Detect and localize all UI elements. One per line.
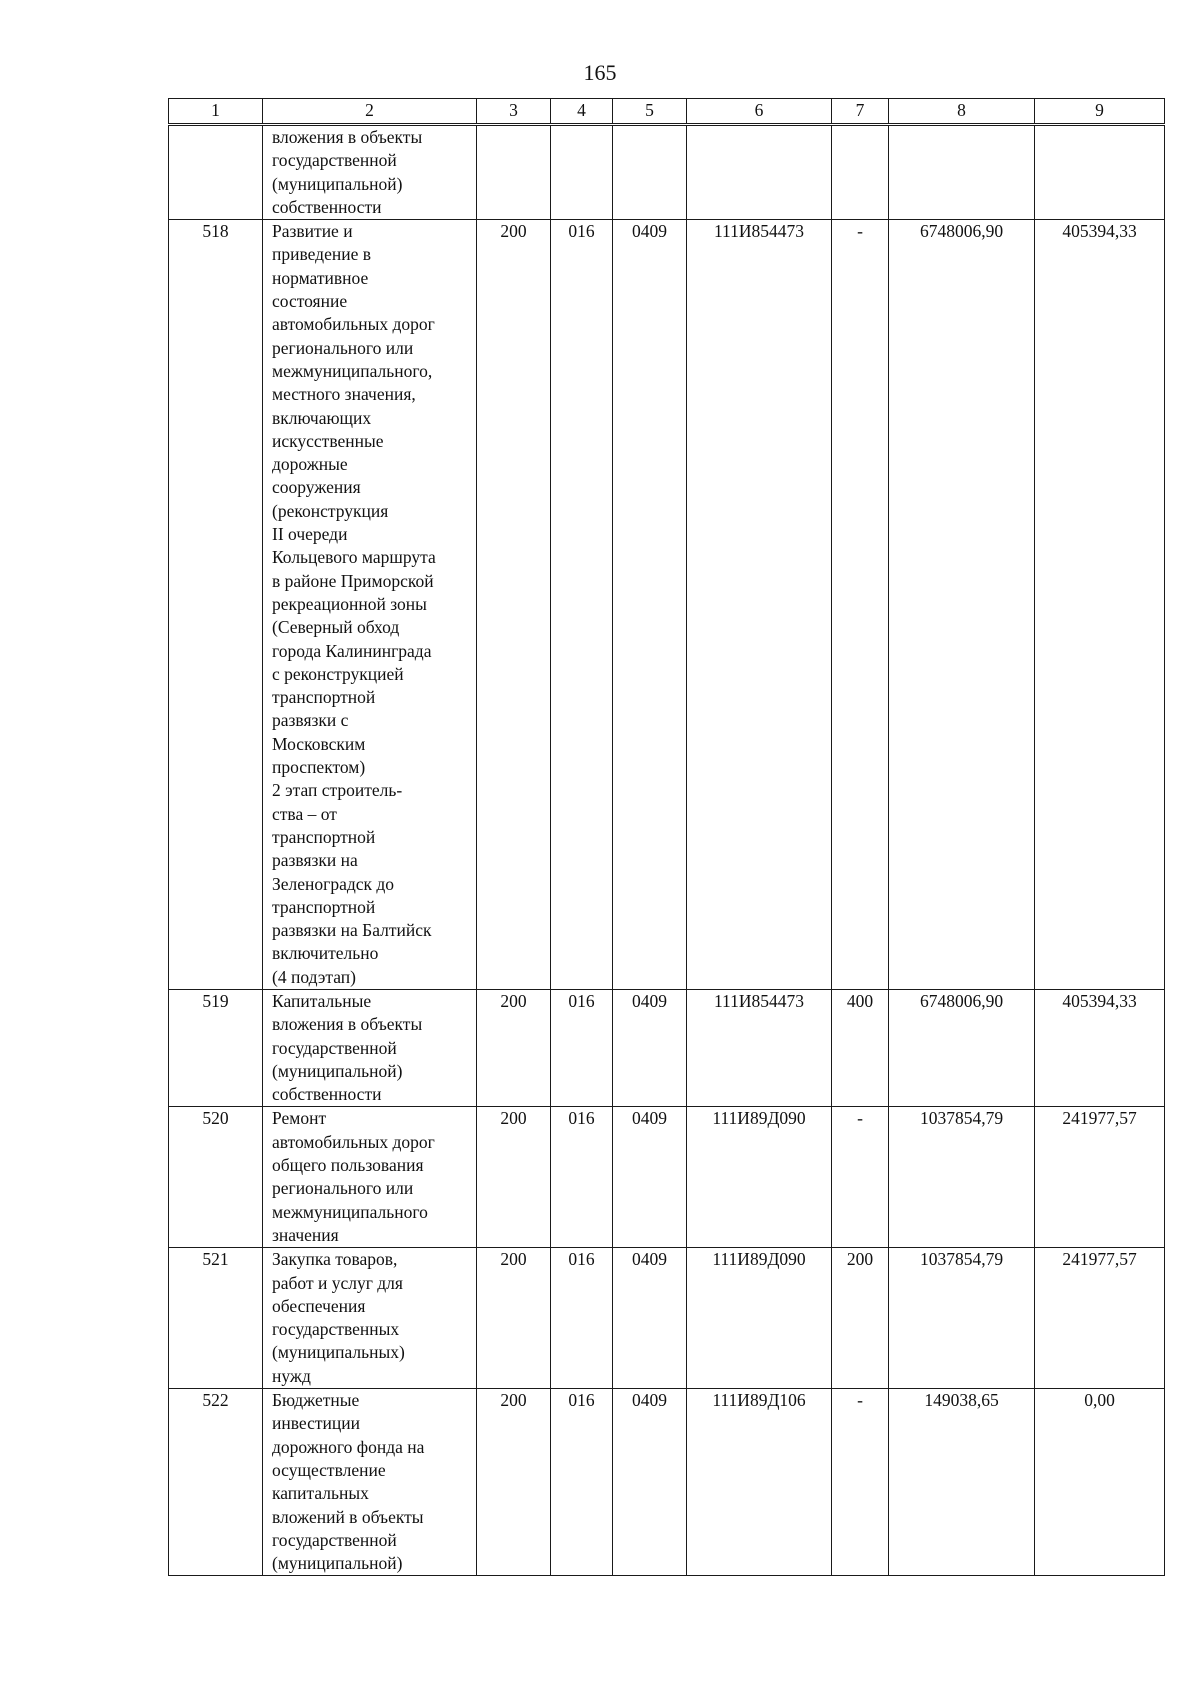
- table-body: [169, 125, 1165, 1576]
- header-col-9: 9: [1035, 99, 1165, 125]
- row-number: 521: [169, 1248, 263, 1389]
- row-col-9: 405394,33: [1035, 220, 1165, 990]
- row-col-4: 016: [551, 220, 613, 990]
- row-col-9: [1035, 125, 1165, 220]
- row-col-8: 1037854,79: [889, 1248, 1035, 1389]
- table-row: [169, 989, 1165, 1106]
- row-col-5: 0409: [613, 220, 687, 990]
- row-number: 519: [169, 989, 263, 1106]
- row-col-7: -: [832, 220, 889, 990]
- row-name: Ремонт автомобильных дорог общего пользования регионального или межмуниципального значения: [263, 1107, 477, 1248]
- table-row: [169, 1107, 1165, 1248]
- header-col-1: 1: [169, 99, 263, 125]
- row-col-7: 400: [832, 989, 889, 1106]
- row-col-9: 405394,33: [1035, 989, 1165, 1106]
- header-col-4: 4: [551, 99, 613, 125]
- row-col-5: 0409: [613, 1107, 687, 1248]
- row-col-7: -: [832, 1107, 889, 1248]
- row-number: 518: [169, 220, 263, 990]
- row-col-6: 111И89Д090: [687, 1107, 832, 1248]
- row-col-6: 111И854473: [687, 220, 832, 990]
- header-col-2: 2: [263, 99, 477, 125]
- row-col-3: 200: [477, 989, 551, 1106]
- row-col-3: 200: [477, 1248, 551, 1389]
- header-col-3: 3: [477, 99, 551, 125]
- row-col-5: 0409: [613, 1389, 687, 1576]
- row-col-7: -: [832, 1389, 889, 1576]
- row-name: Капитальные вложения в объекты государственной (муниципальной) собственности: [263, 989, 477, 1106]
- table-row: [169, 1248, 1165, 1389]
- row-col-3: 200: [477, 1107, 551, 1248]
- table-row: [169, 1389, 1165, 1576]
- row-col-5: 0409: [613, 989, 687, 1106]
- row-col-6: 111И854473: [687, 989, 832, 1106]
- row-col-8: 6748006,90: [889, 220, 1035, 990]
- row-col-3: 200: [477, 1389, 551, 1576]
- header-row: [169, 99, 1165, 125]
- row-name: Развитие и приведение в нормативное состояние автомобильных дорог регионального или межмуниципального, местного значения, включающих искусственные дорожные сооружения (реконструкция II очереди Кольцевого маршрута в районе Приморской рекреационной зоны (Северный обход города Калининграда с реконструкцией транспортной развязки с Московским проспектом) 2 этап строитель- ства – от транспортной развязки на Зеленоградск до транспортной развязки на Балтийск включительно (4 подэтап): [263, 220, 477, 990]
- row-col-5: 0409: [613, 1248, 687, 1389]
- table-header: [169, 99, 1165, 125]
- row-col-4: 016: [551, 1248, 613, 1389]
- row-name: Закупка товаров, работ и услуг для обеспечения государственных (муниципальных) нужд: [263, 1248, 477, 1389]
- header-col-8: 8: [889, 99, 1035, 125]
- row-number: [169, 125, 263, 220]
- row-number: 522: [169, 1389, 263, 1576]
- row-col-6: 111И89Д090: [687, 1248, 832, 1389]
- row-col-4: [551, 125, 613, 220]
- row-col-4: 016: [551, 989, 613, 1106]
- row-name: Бюджетные инвестиции дорожного фонда на осуществление капитальных вложений в объекты государственной (муниципальной): [263, 1389, 477, 1576]
- page-number: 165: [583, 60, 617, 85]
- row-col-8: 1037854,79: [889, 1107, 1035, 1248]
- row-col-8: 6748006,90: [889, 989, 1035, 1106]
- row-col-5: [613, 125, 687, 220]
- row-col-6: [687, 125, 832, 220]
- row-col-8: [889, 125, 1035, 220]
- row-col-8: 149038,65: [889, 1389, 1035, 1576]
- row-col-7: 200: [832, 1248, 889, 1389]
- header-col-5: 5: [613, 99, 687, 125]
- table-row: [169, 125, 1165, 220]
- row-name: вложения в объекты государственной (муниципальной) собственности: [263, 125, 477, 220]
- row-col-6: 111И89Д106: [687, 1389, 832, 1576]
- table-row: [169, 220, 1165, 990]
- header-col-6: 6: [687, 99, 832, 125]
- row-col-9: 241977,57: [1035, 1248, 1165, 1389]
- budget-table: [168, 98, 1165, 1576]
- row-col-3: [477, 125, 551, 220]
- row-col-9: 241977,57: [1035, 1107, 1165, 1248]
- row-col-4: 016: [551, 1389, 613, 1576]
- row-col-9: 0,00: [1035, 1389, 1165, 1576]
- header-col-7: 7: [832, 99, 889, 125]
- row-number: 520: [169, 1107, 263, 1248]
- row-col-4: 016: [551, 1107, 613, 1248]
- row-col-3: 200: [477, 220, 551, 990]
- row-col-7: [832, 125, 889, 220]
